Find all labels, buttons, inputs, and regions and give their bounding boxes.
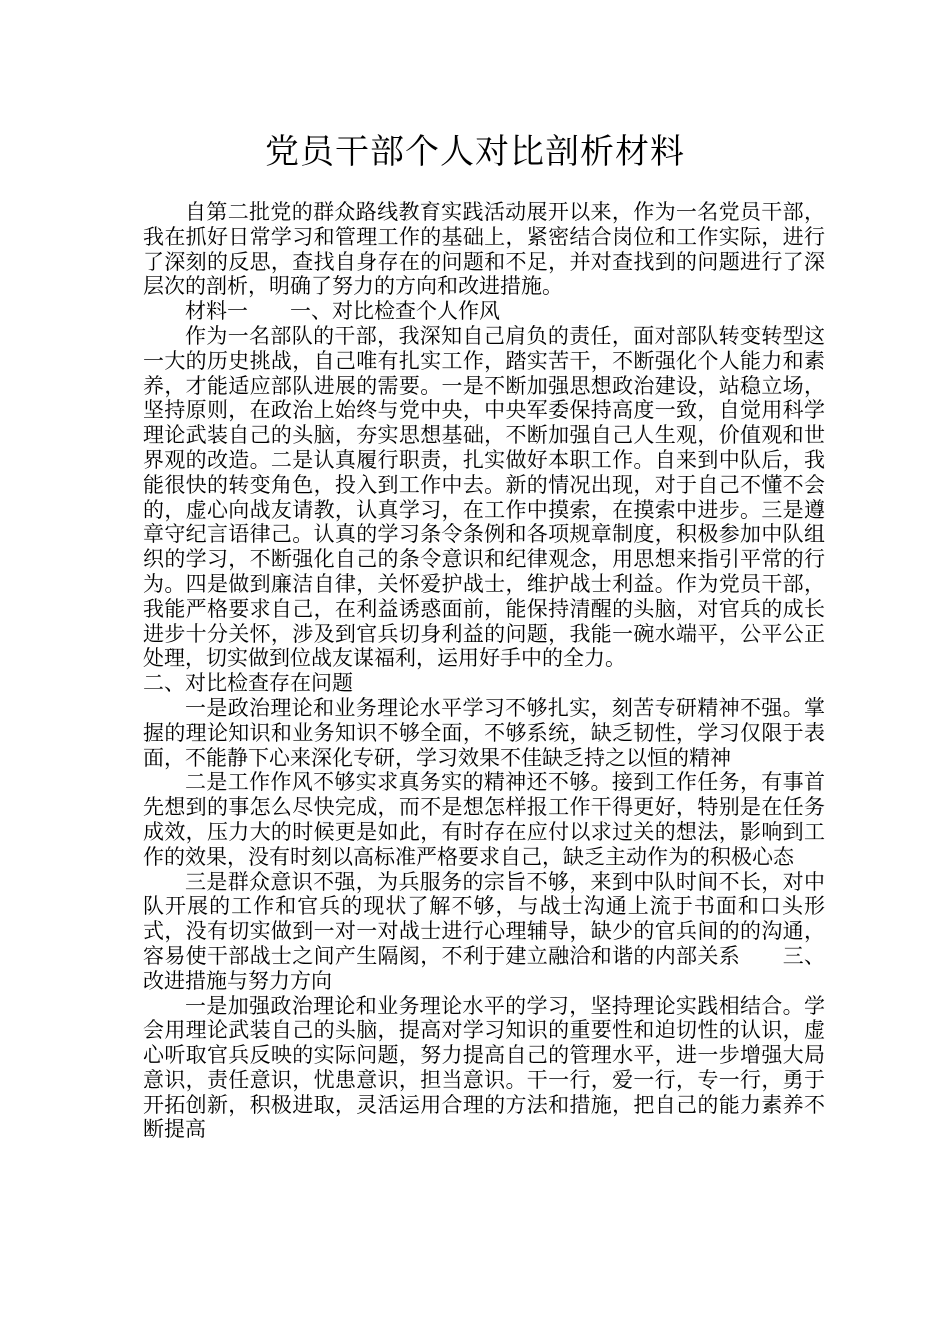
problem-1-paragraph: 一是政治理论和业务理论水平学习不够扎实，刻苦专研精神不强。掌握的理论知识和业务知识不够全面，不够系统，缺乏韧性，学习仅限于表面，不能静下心来深化专研，学习效果不佳缺乏持之以恒的精神	[143, 695, 825, 770]
problem-3-paragraph	[143, 870, 825, 994]
measure-1-paragraph: 一是加强政治理论和业务理论水平的学习，坚持理论实践相结合。学会用理论武装自己的头脑，提高对学习知识的重要性和迫切性的认识，虚心听取官兵反映的实际问题，努力提高自己的管理水平，进一步增强大局意识，责任意识，忧患意识，担当意识。干一行，爱一行，专一行，勇于开拓创新，积极进取，灵活运用合理的方法和措施，把自己的能力素养不断提高	[143, 993, 825, 1142]
section3-heading: 三、改进措施与努力方向	[143, 943, 826, 993]
section2-heading: 二、对比检查存在问题	[143, 671, 353, 696]
inline-gap	[740, 944, 783, 968]
problem-3-text: 三是群众意识不强，为兵服务的宗旨不够，来到中队时间不长，对中队开展的工作和官兵的现状了解不够，与战士沟通上流于书面和口头形式，没有切实做到一对一对战士进行心理辅导，缺少的官兵间的的沟通，容易使干部战士之间产生隔阂，不利于建立融洽和谐的内部关系	[143, 869, 825, 968]
section1-paragraph: 作为一名部队的干部，我深知自己肩负的责任，面对部队转变转型这一大的历史挑战，自己唯有扎实工作，踏实苦干，不断强化个人能力和素养，才能适应部队进展的需要。一是不断加强思想政治建设，站稳立场，坚持原则，在政治上始终与党中央，中央军委保持高度一致，自觉用科学理论武装自己的头脑，夯实思想基础，不断加强自己人生观，价值观和世界观的改造。二是认真履行职责，扎实做好本职工作。自来到中队后，我能很快的转变角色，投入到工作中去。新的情况出现，对于自己不懂不会的，虚心向战友请教，认真学习，在工作中摸索，在摸索中进步。三是遵章守纪言语律己。认真的学习条令条例和各项规章制度，积极参加中队组织的学习，不断强化自己的条令意识和纪律观念，用思想来指引平常的行为。四是做到廉洁自律，关怀爱护战士，维护战士利益。作为党员干部，我能严格要求自己，在利益诱惑面前，能保持清醒的头脑，对官兵的成长进步十分关怀，涉及到官兵切身利益的问题，我能一碗水端平，公平公正处理，切实做到位战友谋福利，运用好手中的全力。	[143, 323, 825, 671]
problem-2-paragraph: 二是工作作风不够实求真务实的精神还不够。接到工作任务，有事首先想到的事怎么尽快完成，而不是想怎样报工作干得更好，特别是在任务成效，压力大的时候更是如此，有时存在应付以求过关的想法，影响到工作的效果，没有时刻以高标准严格要求自己，缺乏主动作为的积极心态	[143, 770, 825, 869]
document-title: 党员干部个人对比剖析材料	[265, 132, 685, 172]
document-body	[143, 200, 825, 1142]
material-heading: 材料一 一、对比检查个人作风	[185, 299, 500, 324]
intro-paragraph: 自第二批党的群众路线教育实践活动展开以来，作为一名党员干部，我在抓好日常学习和管理工作的基础上，紧密结合岗位和工作实际，进行了深刻的反思，查找自身存在的问题和不足，并对查找到的问题进行了深层次的剖析，明确了努力的方向和改进措施。	[143, 200, 825, 299]
